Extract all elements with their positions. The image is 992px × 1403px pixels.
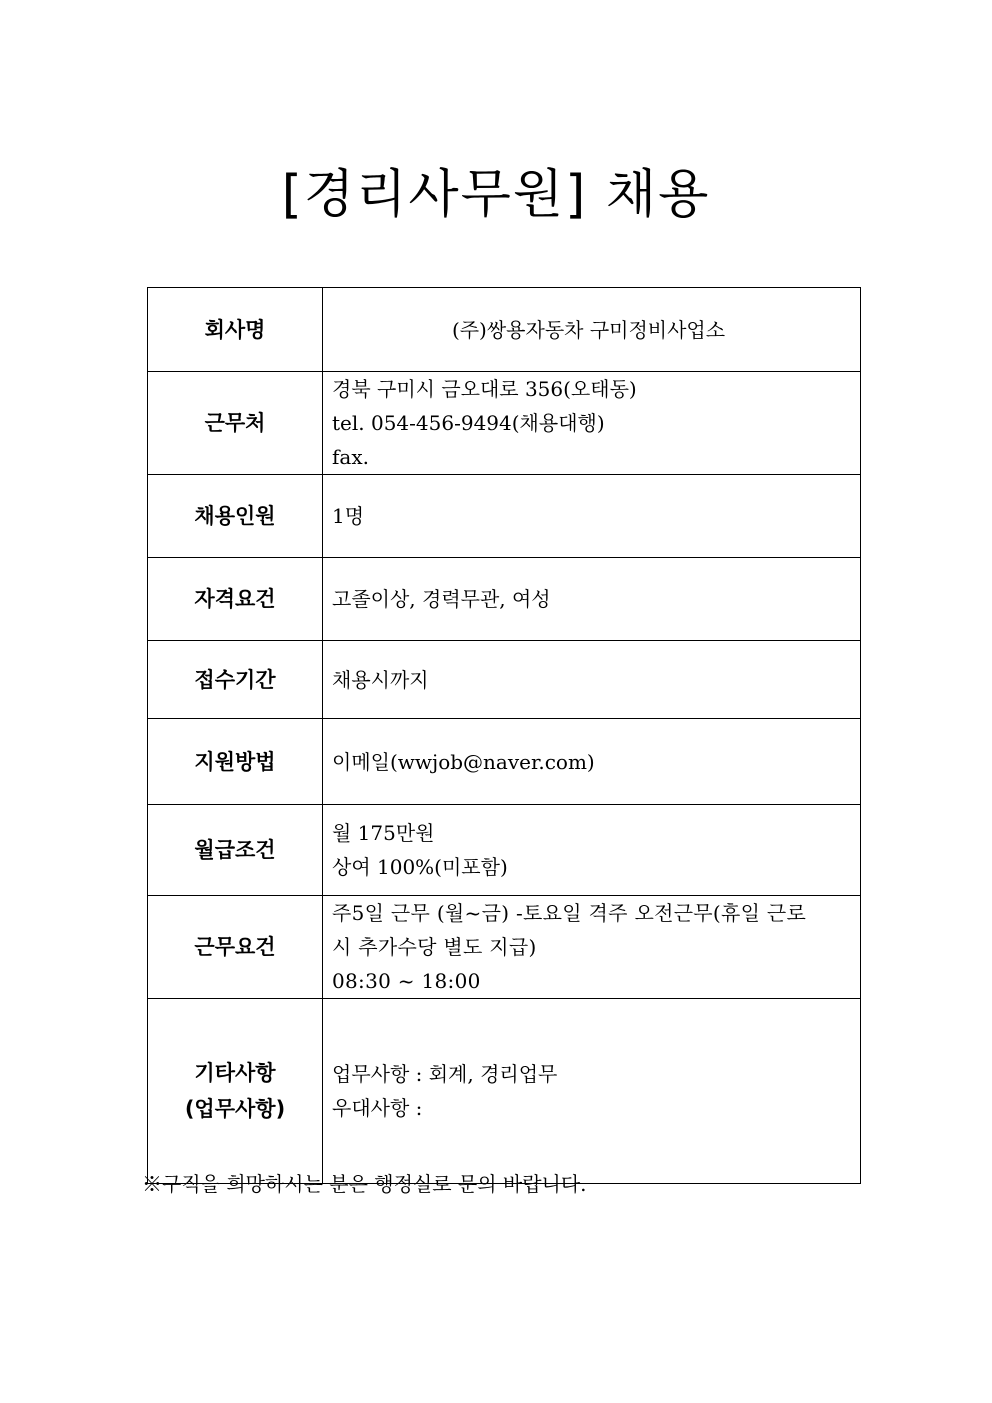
workplace-fax: fax. xyxy=(332,445,369,469)
salary-monthly: 월 175만원 xyxy=(332,821,435,845)
company-name-value xyxy=(323,288,861,372)
table-row-other xyxy=(148,999,861,1184)
table-row-company xyxy=(148,288,861,372)
table-row-qualification xyxy=(148,558,861,641)
application-period-label: 접수기간 xyxy=(148,641,323,719)
work-conditions-label: 근무요건 xyxy=(148,896,323,999)
salary-label: 월급조건 xyxy=(148,805,323,896)
headcount-value xyxy=(323,475,861,558)
table-row-headcount xyxy=(148,475,861,558)
qualification-value xyxy=(323,558,861,641)
workplace-value xyxy=(323,372,861,475)
table-row-salary xyxy=(148,805,861,896)
company-name-text: (주)쌍용자동차 구미정비사업소 xyxy=(451,317,726,342)
qualification-label: 자격요건 xyxy=(148,558,323,641)
other-label-line1: 기타사항 xyxy=(194,1061,276,1085)
other-duties: 업무사항 : 회계, 경리업무 xyxy=(332,1062,558,1086)
work-conditions-overtime: 시 추가수당 별도 지급) xyxy=(332,935,537,959)
qualification-text: 고졸이상, 경력무관, 여성 xyxy=(332,587,551,611)
other-label-line2: (업무사항) xyxy=(184,1097,286,1121)
footnote: ※구직을 희망하시는 분은 행정실로 문의 바랍니다. xyxy=(142,1172,587,1196)
work-conditions-hours: 08:30 ~ 18:00 xyxy=(332,969,481,993)
other-label xyxy=(148,999,323,1184)
workplace-tel: tel. 054-456-9494(채용대행) xyxy=(332,411,605,435)
company-name-label: 회사명 xyxy=(148,288,323,372)
other-value xyxy=(323,999,861,1184)
headcount-text: 1명 xyxy=(332,504,365,528)
salary-bonus: 상여 100%(미포함) xyxy=(332,855,508,879)
job-info-table xyxy=(147,287,861,1184)
application-method-text: 이메일(wwjob@naver.com) xyxy=(332,749,595,774)
application-period-value xyxy=(323,641,861,719)
application-method-label: 지원방법 xyxy=(148,719,323,805)
work-conditions-value xyxy=(323,896,861,999)
table-row-application-method xyxy=(148,719,861,805)
page-title: [경리사무원] 채용 xyxy=(281,165,711,225)
application-period-text: 채용시까지 xyxy=(332,667,429,692)
work-conditions-schedule: 주5일 근무 (월~금) -토요일 격주 오전근무(휴일 근로 xyxy=(332,901,807,925)
workplace-label: 근무처 xyxy=(148,372,323,475)
headcount-label: 채용인원 xyxy=(148,475,323,558)
salary-value xyxy=(323,805,861,896)
other-preferences: 우대사항 : xyxy=(332,1096,423,1120)
table-row-work-conditions xyxy=(148,896,861,999)
application-method-value xyxy=(323,719,861,805)
table-row-application-period xyxy=(148,641,861,719)
table-row-workplace xyxy=(148,372,861,475)
workplace-address: 경북 구미시 금오대로 356(오태동) xyxy=(332,377,637,401)
